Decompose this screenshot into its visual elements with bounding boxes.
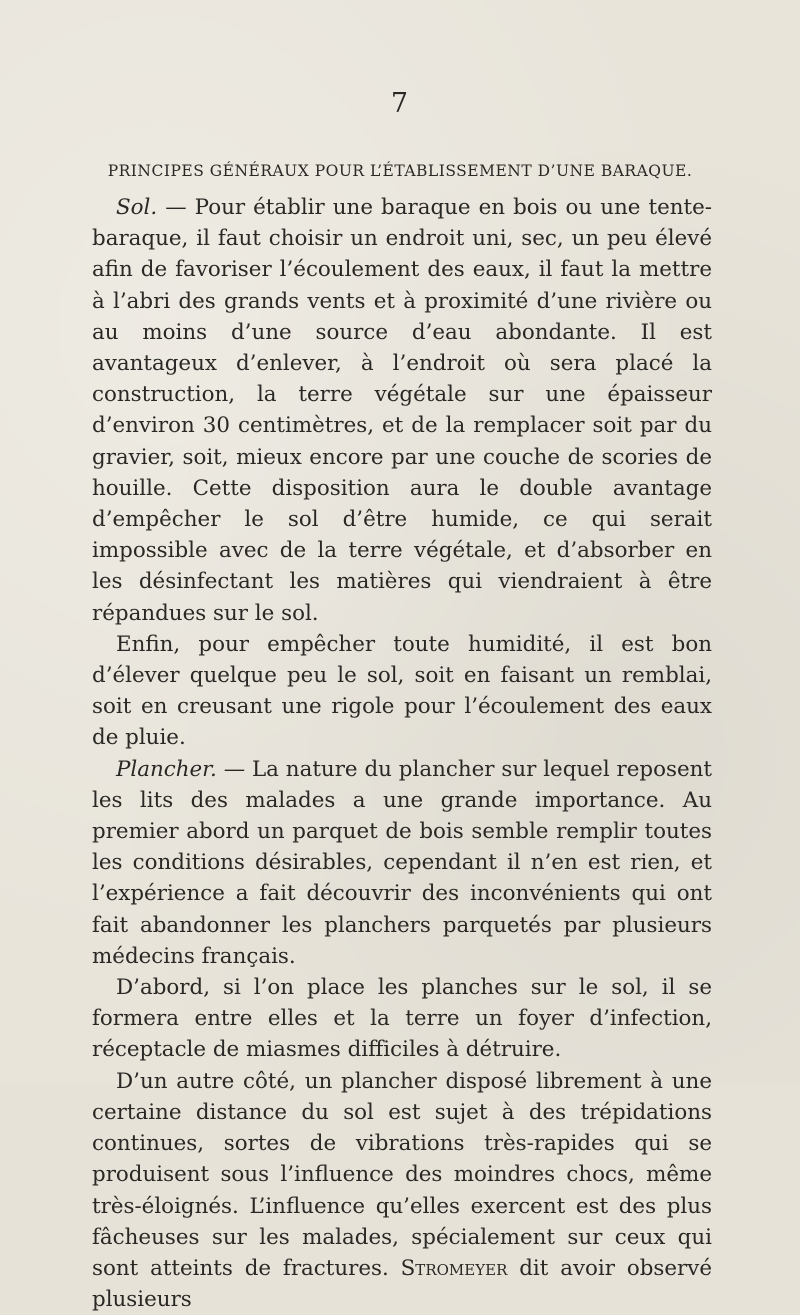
- page-number: 7: [390, 88, 410, 119]
- section-heading: PRINCIPES GÉNÉRAUX POUR L’ÉTABLISSEMENT D’UNE BARAQUE.: [107, 162, 693, 180]
- paragraph-dabord: [92, 972, 712, 1066]
- paragraph-text: — Pour établir une baraque en bois ou une tente-baraque, il faut choisir un endroit uni, sec, un peu élevé afin de favoriser l’écoulement des eaux, il faut la mettre à l’abri des grands vents et à proximité d’une rivière ou au moins d’une source d’eau abondante. Il est avantageux d’enlever, à l’endroit où sera placé la construction, la terre végétale sur une épaisseur d’environ 30 centimètres, et de la remplacer soit par du gravier, soit, mieux encore par une couche de scories de houille. Cette disposition aura le double avantage d’empêcher le sol d’être humide, ce qui serait impossible avec de la terre végétale, et d’absorber en les désinfectant les matières qui viendraient à être répandues sur le sol.: [92, 195, 712, 626]
- paragraph-text: Enfin, pour empêcher toute humidité, il est bon d’élever quelque peu le sol, soit en faisant un remblai, soit en creusant une rigole pour l’écoulement des eaux de pluie.: [92, 631, 712, 751]
- paragraph-text: — La nature du plancher sur lequel reposent les lits des malades a une grande importance. Au premier abord un parquet de bois semble remplir toutes les conditions désirables, cependant il n’en est rien, et l’expérience a fait découvrir des inconvénients qui ont fait abandonner les planchers parquetés par plusieurs médecins français.: [92, 756, 712, 969]
- paragraph-tail: dit avoir observé plusieurs: [92, 1255, 712, 1313]
- paragraph-lead: Plancher.: [116, 756, 217, 782]
- paragraph-text: D’abord, si l’on place les planches sur le sol, il se formera entre elles et la terre un foyer d’infection, réceptacle de miasmes difficiles à détruire.: [92, 975, 712, 1063]
- paragraph-sol: [92, 192, 712, 629]
- paragraph-plancher: [92, 754, 712, 972]
- paragraph-text: D’un autre côté, un plancher disposé librement à une certaine distance du sol est sujet à des trépidations continues, sortes de vibrations très-rapides qui se produisent sous l’influence des moindres chocs, même très-éloignés. L’influence qu’elles exercent est des plus fâcheuses sur les malades, spécialement sur ceux qui sont atteints de fractures.: [92, 1068, 712, 1281]
- paragraph-lead: Sol.: [116, 195, 158, 220]
- paragraph-enfin: [92, 629, 712, 754]
- body-text: [92, 192, 712, 1315]
- paragraph-autre-cote: [92, 1066, 712, 1315]
- author-name: Stromeyer: [400, 1255, 508, 1281]
